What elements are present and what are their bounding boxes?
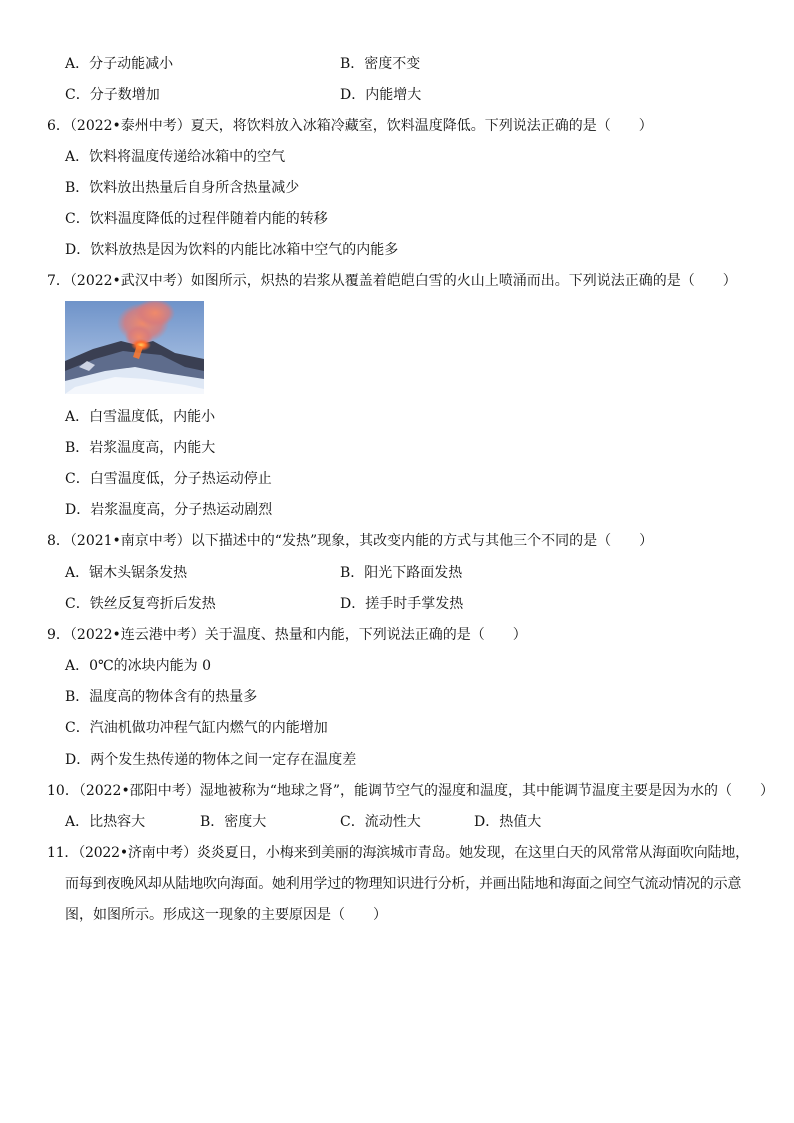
q9-option-d: D．两个发生热传递的物体之间一定存在温度差 bbox=[65, 752, 357, 768]
q6-option-b: B．饮料放出热量后自身所含热量减少 bbox=[65, 180, 300, 196]
q5-option-c: C．分子数增加 bbox=[65, 87, 160, 103]
q10-option-a: A．比热容大 bbox=[65, 814, 146, 830]
q6-option-c: C．饮料温度降低的过程伴随着内能的转移 bbox=[65, 211, 328, 227]
q6-option-a: A．饮料将温度传递给冰箱中的空气 bbox=[65, 149, 286, 165]
q9-stem: 9．（2022•连云港中考）关于温度、热量和内能，下列说法正确的是（ ） bbox=[47, 627, 527, 643]
q10-stem: 10．（2022•邵阳中考）湿地被称为“地球之肾”，能调节空气的湿度和温度，其中能调节温度主要是因为水的（ ） bbox=[47, 783, 775, 799]
volcano-photo bbox=[65, 301, 204, 394]
q10-option-d: D．热值大 bbox=[474, 814, 542, 830]
q7-stem: 7．（2022•武汉中考）如图所示，炽热的岩浆从覆盖着皑皑白雪的火山上喷涌而出。下列说法正确的是（ ） bbox=[47, 273, 737, 289]
q11-stem-line-1: 11．（2022•济南中考）炎炎夏日，小梅来到美丽的海滨城市青岛。她发现，在这里白天的风常常从海面吹向陆地， bbox=[47, 845, 749, 861]
q8-option-d: D．搓手时手掌发热 bbox=[340, 596, 464, 612]
q7-option-b: B．岩浆温度高，内能大 bbox=[65, 440, 216, 456]
q5-option-a: A．分子动能减小 bbox=[65, 56, 174, 72]
q9-option-b: B．温度高的物体含有的热量多 bbox=[65, 689, 258, 705]
q10-option-c: C．流动性大 bbox=[340, 814, 421, 830]
q9-option-a: A．0℃的冰块内能为 0 bbox=[65, 658, 212, 674]
q8-option-a: A．锯木头锯条发热 bbox=[65, 565, 188, 581]
q7-option-d: D．岩浆温度高，分子热运动剧烈 bbox=[65, 502, 273, 518]
q8-stem: 8．（2021•南京中考）以下描述中的“发热”现象，其改变内能的方式与其他三个不同的是（ ） bbox=[47, 533, 654, 549]
q11-stem-line-3: 图，如图所示。形成这一现象的主要原因是（ ） bbox=[65, 907, 387, 923]
q6-stem: 6．（2022•泰州中考）夏天，将饮料放入冰箱冷藏室，饮料温度降低。下列说法正确的是（ ） bbox=[47, 118, 653, 134]
q7-option-a: A．白雪温度低，内能小 bbox=[65, 409, 216, 425]
q5-option-d: D．内能增大 bbox=[340, 87, 422, 103]
q8-option-b: B．阳光下路面发热 bbox=[340, 565, 463, 581]
q8-option-c: C．铁丝反复弯折后发热 bbox=[65, 596, 216, 612]
q9-option-c: C．汽油机做功冲程气缸内燃气的内能增加 bbox=[65, 720, 328, 736]
q5-option-b: B．密度不变 bbox=[340, 56, 421, 72]
q6-option-d: D．饮料放热是因为饮料的内能比冰箱中空气的内能多 bbox=[65, 242, 399, 258]
q11-stem-line-2: 而每到夜晚风却从陆地吹向海面。她利用学过的物理知识进行分析，并画出陆地和海面之间空气流动情况的示意 bbox=[65, 876, 742, 892]
q10-option-b: B．密度大 bbox=[200, 814, 267, 830]
q7-option-c: C．白雪温度低，分子热运动停止 bbox=[65, 471, 272, 487]
